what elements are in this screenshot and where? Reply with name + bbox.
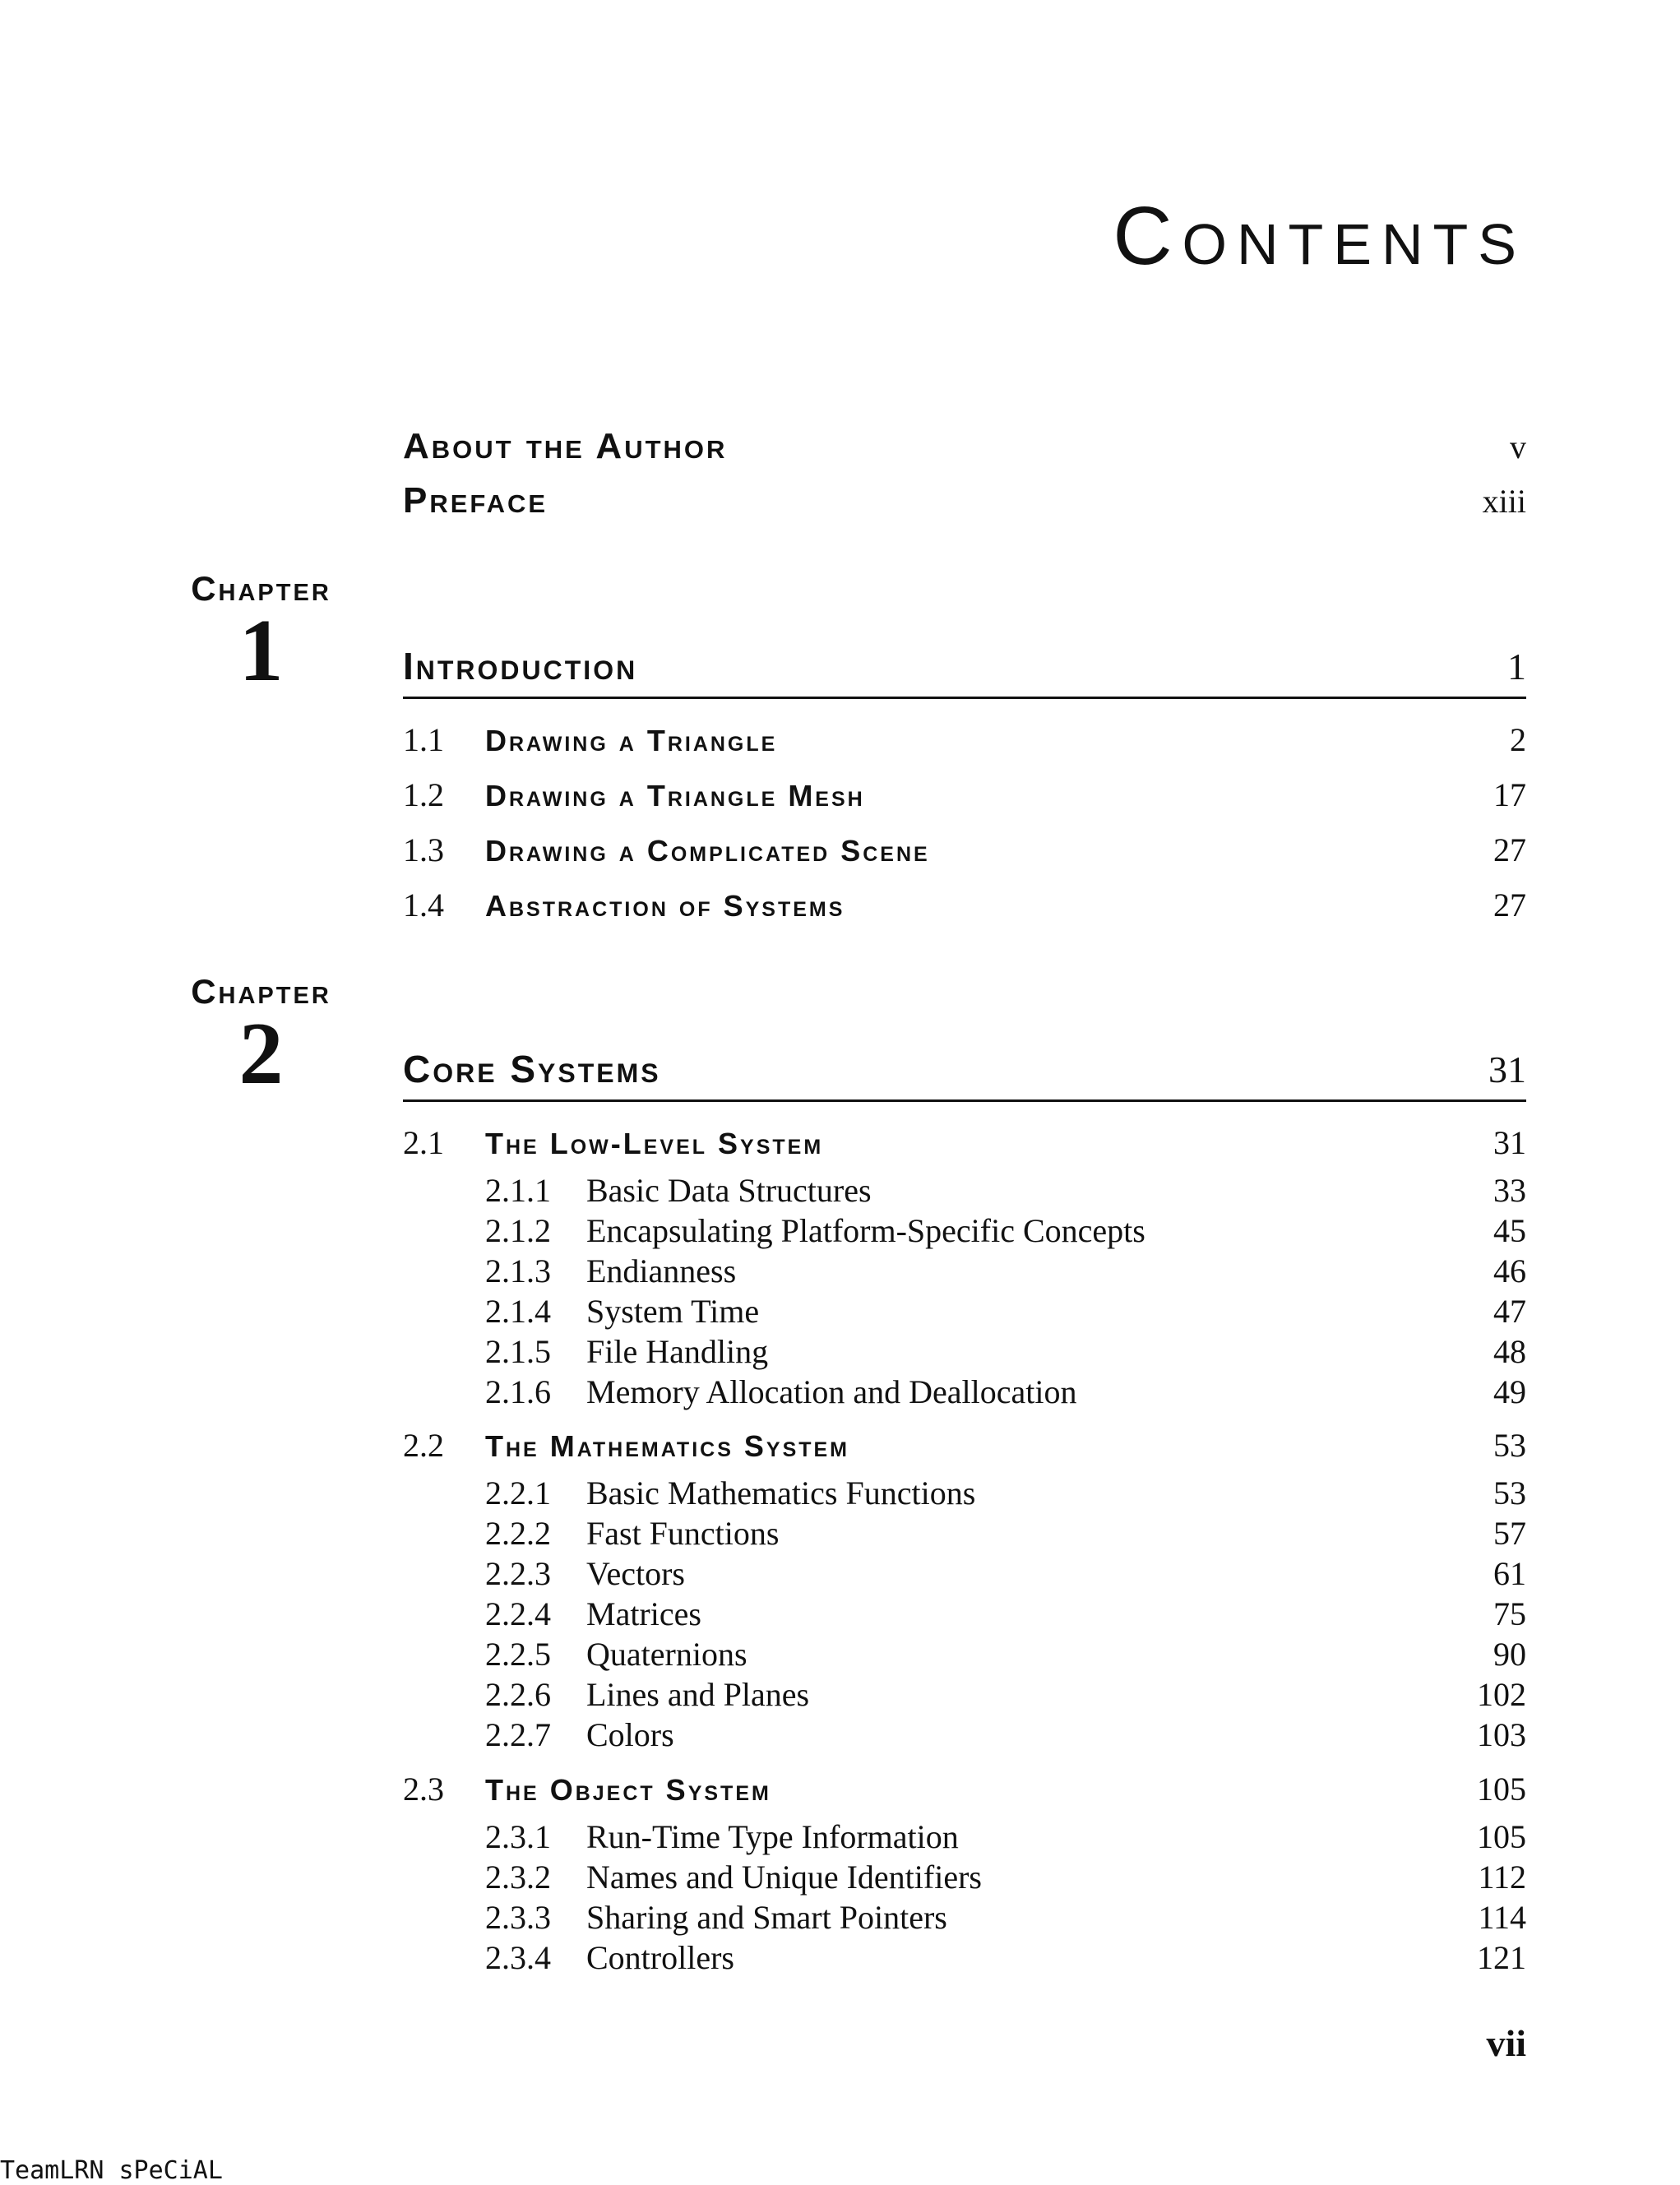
subsection-title: Fast Functions xyxy=(586,1515,780,1552)
section-title: Abstraction of Systems xyxy=(485,889,845,923)
subsection-number: 2.3.4 xyxy=(485,1939,551,1976)
section-title: Drawing a Triangle Mesh xyxy=(485,779,865,812)
section-title: The Object System xyxy=(485,1773,771,1807)
section-row[interactable] xyxy=(403,886,1526,930)
subsection-number: 2.1.4 xyxy=(485,1293,551,1330)
subsection-row[interactable] xyxy=(485,1817,1526,1859)
chapter-label: Chapter xyxy=(191,569,331,608)
subsection-row[interactable] xyxy=(485,1292,1526,1333)
subsection-title: Sharing and Smart Pointers xyxy=(586,1899,947,1936)
section-title: Drawing a Complicated Scene xyxy=(485,834,930,868)
section-row[interactable] xyxy=(403,775,1526,820)
toc-entry-preface[interactable] xyxy=(403,480,1526,526)
chapter-title: Core Systems xyxy=(403,1048,661,1090)
subsection-number: 2.1.2 xyxy=(485,1212,551,1249)
section-title: The Low-Level System xyxy=(485,1127,824,1160)
subsection-page: 75 xyxy=(1493,1595,1526,1632)
chapter-page: 1 xyxy=(1507,646,1526,687)
chapter-number: 1 xyxy=(238,602,284,700)
subsection-title: Run-Time Type Information xyxy=(586,1818,959,1855)
entry-page: v xyxy=(1510,428,1526,465)
section-row[interactable] xyxy=(403,831,1526,875)
subsection-row[interactable] xyxy=(485,1858,1526,1899)
chapter-title: Introduction xyxy=(403,645,638,687)
section-page: 17 xyxy=(1493,776,1526,813)
subsection-title: Lines and Planes xyxy=(586,1676,810,1713)
section-number: 2.1 xyxy=(403,1124,444,1161)
subsection-number: 2.2.5 xyxy=(485,1636,551,1673)
subsection-number: 2.3.3 xyxy=(485,1899,551,1936)
watermark: TeamLRN sPeCiAL xyxy=(0,2156,223,2185)
entry-title: Preface xyxy=(403,480,548,521)
subsection-number: 2.2.6 xyxy=(485,1676,551,1713)
page-number: vii xyxy=(1486,2022,1526,2064)
section-row[interactable] xyxy=(403,1770,1526,1814)
subsection-page: 49 xyxy=(1493,1373,1526,1410)
section-row[interactable] xyxy=(403,1426,1526,1470)
subsection-row[interactable] xyxy=(485,1595,1526,1636)
subsection-page: 47 xyxy=(1493,1293,1526,1330)
subsection-number: 2.3.2 xyxy=(485,1859,551,1896)
subsection-number: 2.2.1 xyxy=(485,1474,551,1511)
chapter-number: 2 xyxy=(238,1005,284,1103)
subsection-page: 61 xyxy=(1493,1555,1526,1592)
subsection-page: 33 xyxy=(1493,1172,1526,1209)
chapter-2-heading[interactable] xyxy=(403,1044,1526,1102)
page-title: Contents xyxy=(1113,190,1526,282)
section-title: The Mathematics System xyxy=(485,1429,850,1463)
subsection-title: Names and Unique Identifiers xyxy=(586,1859,982,1896)
subsection-page: 121 xyxy=(1477,1939,1526,1976)
section-number: 1.2 xyxy=(403,776,444,813)
entry-title: About the Author xyxy=(403,426,728,466)
section-row[interactable] xyxy=(403,1123,1526,1168)
subsection-page: 57 xyxy=(1493,1515,1526,1552)
subsection-title: Basic Data Structures xyxy=(586,1172,872,1209)
subsection-number: 2.2.7 xyxy=(485,1716,551,1753)
chapter-page: 31 xyxy=(1488,1049,1526,1090)
section-number: 2.3 xyxy=(403,1771,444,1808)
section-page: 105 xyxy=(1477,1771,1526,1808)
section-page: 27 xyxy=(1493,886,1526,924)
subsection-row[interactable] xyxy=(485,1252,1526,1293)
subsection-page: 46 xyxy=(1493,1252,1526,1289)
section-number: 1.3 xyxy=(403,831,444,868)
subsection-page: 102 xyxy=(1477,1676,1526,1713)
subsection-number: 2.2.2 xyxy=(485,1515,551,1552)
section-number: 1.1 xyxy=(403,721,444,758)
section-number: 1.4 xyxy=(403,886,444,924)
subsection-title: Colors xyxy=(586,1716,674,1753)
chapter-2-tag xyxy=(177,972,345,1103)
entry-page: xiii xyxy=(1482,483,1526,520)
section-title: Drawing a Triangle xyxy=(485,724,778,757)
subsection-title: Quaternions xyxy=(586,1636,747,1673)
subsection-number: 2.1.1 xyxy=(485,1172,551,1209)
subsection-title: Matrices xyxy=(586,1595,701,1632)
subsection-row[interactable] xyxy=(485,1554,1526,1595)
subsection-title: Endianness xyxy=(586,1252,737,1289)
chapter-label: Chapter xyxy=(191,972,331,1011)
subsection-title: Controllers xyxy=(586,1939,734,1976)
subsection-row[interactable] xyxy=(485,1938,1526,1979)
chapter-1-heading[interactable] xyxy=(403,641,1526,699)
section-page: 27 xyxy=(1493,831,1526,868)
subsection-title: Basic Mathematics Functions xyxy=(586,1474,976,1511)
subsection-row[interactable] xyxy=(485,1171,1526,1212)
subsection-title: System Time xyxy=(586,1293,760,1330)
subsection-row[interactable] xyxy=(485,1514,1526,1555)
subsection-number: 2.3.1 xyxy=(485,1818,551,1855)
subsection-number: 2.2.3 xyxy=(485,1555,551,1592)
subsection-row[interactable] xyxy=(485,1373,1526,1414)
subsection-page: 112 xyxy=(1478,1859,1526,1896)
section-number: 2.2 xyxy=(403,1427,444,1464)
subsection-page: 53 xyxy=(1493,1474,1526,1511)
subsection-number: 2.1.5 xyxy=(485,1333,551,1370)
subsection-number: 2.1.6 xyxy=(485,1373,551,1410)
subsection-title: File Handling xyxy=(586,1333,769,1370)
section-row[interactable] xyxy=(403,720,1526,765)
subsection-title: Memory Allocation and Deallocation xyxy=(586,1373,1077,1410)
section-page: 53 xyxy=(1493,1427,1526,1464)
chapter-1-tag xyxy=(177,569,345,700)
subsection-row[interactable] xyxy=(485,1898,1526,1939)
section-page: 31 xyxy=(1493,1124,1526,1161)
subsection-row[interactable] xyxy=(485,1675,1526,1716)
section-page: 2 xyxy=(1510,721,1526,758)
subsection-row[interactable] xyxy=(485,1715,1526,1757)
subsection-number: 2.1.3 xyxy=(485,1252,551,1289)
subsection-row[interactable] xyxy=(485,1332,1526,1373)
subsection-row[interactable] xyxy=(485,1635,1526,1676)
toc-entry-about-author[interactable] xyxy=(403,426,1526,472)
subsection-number: 2.2.4 xyxy=(485,1595,551,1632)
subsection-page: 90 xyxy=(1493,1636,1526,1673)
subsection-page: 114 xyxy=(1478,1899,1526,1936)
subsection-title: Encapsulating Platform-Specific Concepts xyxy=(586,1212,1145,1249)
subsection-row[interactable] xyxy=(485,1211,1526,1252)
subsection-page: 105 xyxy=(1477,1818,1526,1855)
subsection-page: 103 xyxy=(1477,1716,1526,1753)
subsection-page: 45 xyxy=(1493,1212,1526,1249)
subsection-title: Vectors xyxy=(586,1555,685,1592)
subsection-page: 48 xyxy=(1493,1333,1526,1370)
subsection-row[interactable] xyxy=(485,1474,1526,1515)
